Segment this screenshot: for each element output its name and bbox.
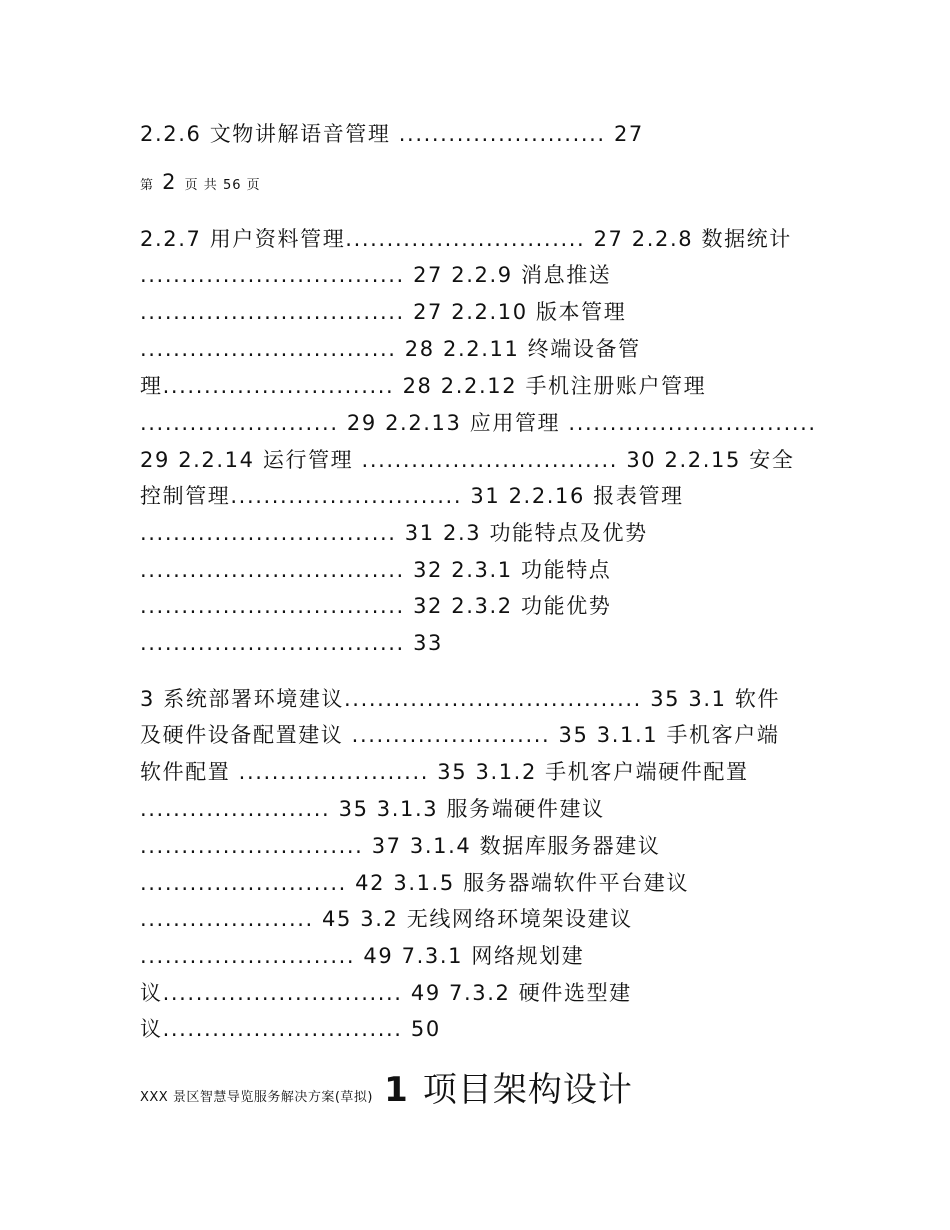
toc-line: ..................... 45 3.2 无线网络环境架设建议 bbox=[140, 907, 633, 931]
toc-line: .......................... 49 7.3.1 网络规划建 bbox=[140, 944, 585, 968]
toc-line: 议............................. 50 bbox=[140, 1017, 441, 1041]
chapter-title: 项目架构设计 bbox=[422, 1070, 633, 1110]
document-name: XXX 景区智慧导览服务解决方案(草拟) bbox=[140, 1090, 373, 1105]
toc-line: ......................... 42 3.1.5 服务器端软件平台建议 bbox=[140, 871, 690, 895]
toc-line: 29 2.2.14 运行管理 ............................... 30 2.2.15 安全 bbox=[140, 448, 795, 472]
toc-line: ................................ 27 2.2.10 版本管理 bbox=[140, 300, 627, 324]
toc-entry-2-2-6: 2.2.6 文物讲解语音管理 ......................... 27 bbox=[140, 122, 644, 146]
toc-line: 议............................. 49 7.3.2 硬件选型建 bbox=[140, 981, 632, 1005]
toc-line: ........................ 29 2.2.13 应用管理 .............................. bbox=[140, 411, 817, 435]
page-footer-suffix: 页 bbox=[246, 178, 261, 193]
toc-line: 及硬件设备配置建议 ........................ 35 3.1.1 手机客户端 bbox=[140, 723, 780, 747]
chapter-number: 1 bbox=[384, 1070, 408, 1110]
toc-line: 控制管理............................ 31 2.2.16 报表管理 bbox=[140, 484, 684, 508]
toc-line: ........................... 37 3.1.4 数据库服务器建议 bbox=[140, 834, 661, 858]
page-footer-prefix: 第 bbox=[140, 178, 155, 193]
toc-line: 2.2.7 用户资料管理............................. 27 2.2.8 数据统计 bbox=[140, 227, 792, 251]
toc-line: 3 系统部署环境建议.................................... 35 3.1 软件 bbox=[140, 687, 781, 711]
toc-line: ................................ 32 2.3.1 功能特点 bbox=[140, 558, 612, 582]
toc-line: ....................... 35 3.1.3 服务端硬件建议 bbox=[140, 797, 605, 821]
toc-line: 理............................ 28 2.2.12 手机注册账户管理 bbox=[140, 374, 707, 398]
page-footer-middle: 页 共 bbox=[184, 178, 218, 193]
toc-line: ................................ 33 bbox=[140, 631, 444, 655]
page-total: 56 bbox=[222, 178, 242, 193]
toc-line: ............................... 31 2.3 功能特点及优势 bbox=[140, 521, 648, 545]
toc-line: ............................... 28 2.2.11 终端设备管 bbox=[140, 337, 641, 361]
document-header bbox=[140, 1062, 633, 1111]
page-number: 2 bbox=[162, 170, 177, 194]
toc-line: 软件配置 ....................... 35 3.1.2 手机客户端硬件配置 bbox=[140, 760, 749, 784]
toc-line: ................................ 32 2.3.2 功能优势 bbox=[140, 594, 612, 618]
toc-line: ................................ 27 2.2.9 消息推送 bbox=[140, 263, 612, 287]
page-footer bbox=[140, 170, 261, 194]
